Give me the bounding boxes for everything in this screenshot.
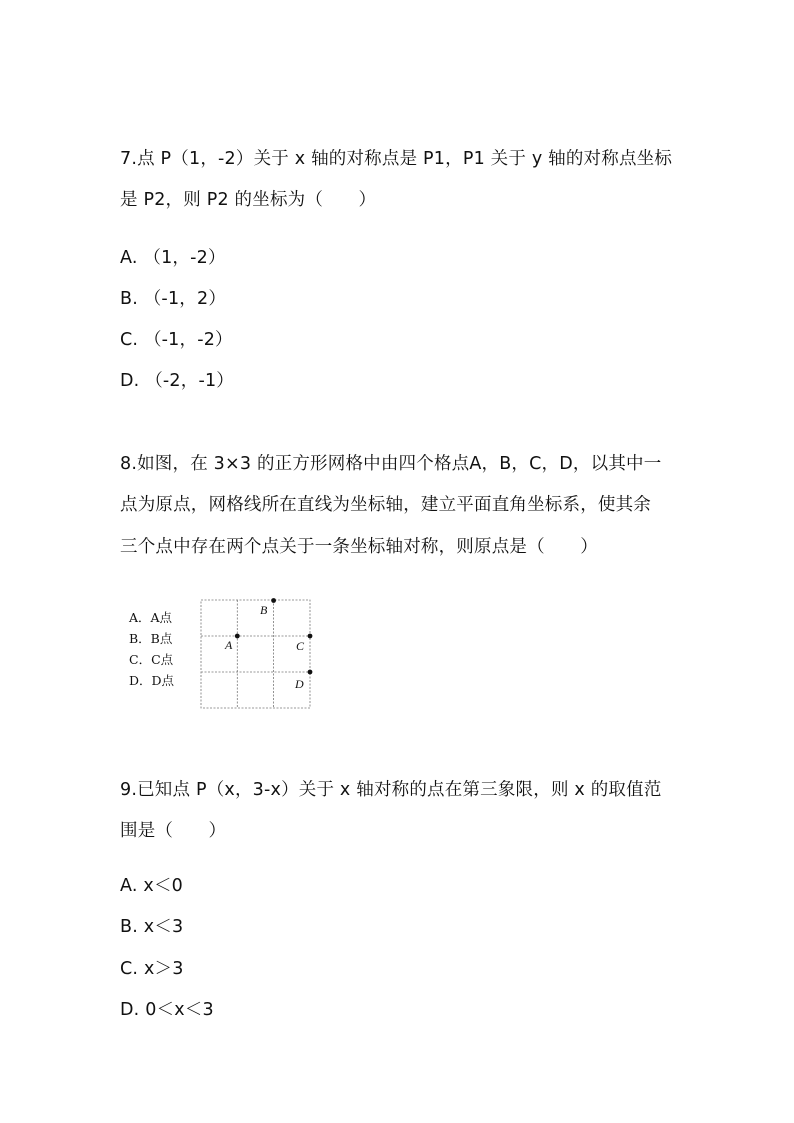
q8-grid [201,600,310,708]
point-d-label: D [295,677,304,691]
point-c-dot [308,634,313,639]
q8-grid-diagram [120,598,320,713]
q9-option-c: C. x＞3 [120,959,184,979]
q7-stem-line2: 是 P2，则 P2 的坐标为（ ） [120,190,377,210]
q7-option-c: C. （-1，-2） [120,330,233,350]
q7-stem-line1: 7.点 P（1，-2）关于 x 轴的对称点是 P1，P1 关于 y 轴的对称点坐标 [120,149,673,169]
point-a-dot [235,634,240,639]
q9-option-d: D. 0＜x＜3 [120,1000,214,1020]
q8-stem-line3: 三个点中存在两个点关于一条坐标轴对称，则原点是（ ） [120,537,598,557]
q8-figure [120,598,320,713]
q8-stem-line1: 8.如图，在 3×3 的正方形网格中由四个格点A，B，C，D，以其中一 [120,454,662,474]
q9-option-a: A. x＜0 [120,876,183,896]
q9-stem-line1: 9.已知点 P（x，3-x）关于 x 轴对称的点在第三象限，则 x 的取值范 [120,780,662,800]
grid-border [201,600,310,708]
q8-figure-option-d: D．D点 [129,673,175,688]
q7-option-d: D. （-2，-1） [120,371,234,391]
q8-stem-line2: 点为原点，网格线所在直线为坐标轴，建立平面直角坐标系，使其余 [120,495,651,515]
q7-option-b: B. （-1，2） [120,289,227,309]
q8-figure-option-c: C．C点 [129,652,174,667]
point-b-label: B [260,603,268,617]
point-a-label: A [225,638,233,652]
q9-stem-line2: 围是（ ） [120,821,227,841]
q9-option-b: B. x＜3 [120,917,184,937]
q8-figure-option-a: A．A点 [129,610,173,625]
point-c-label: C [296,639,305,653]
point-b-dot [271,598,276,603]
q7-option-a: A. （1，-2） [120,248,226,268]
point-d-dot [308,670,313,675]
q8-figure-option-b: B．B点 [129,631,173,646]
